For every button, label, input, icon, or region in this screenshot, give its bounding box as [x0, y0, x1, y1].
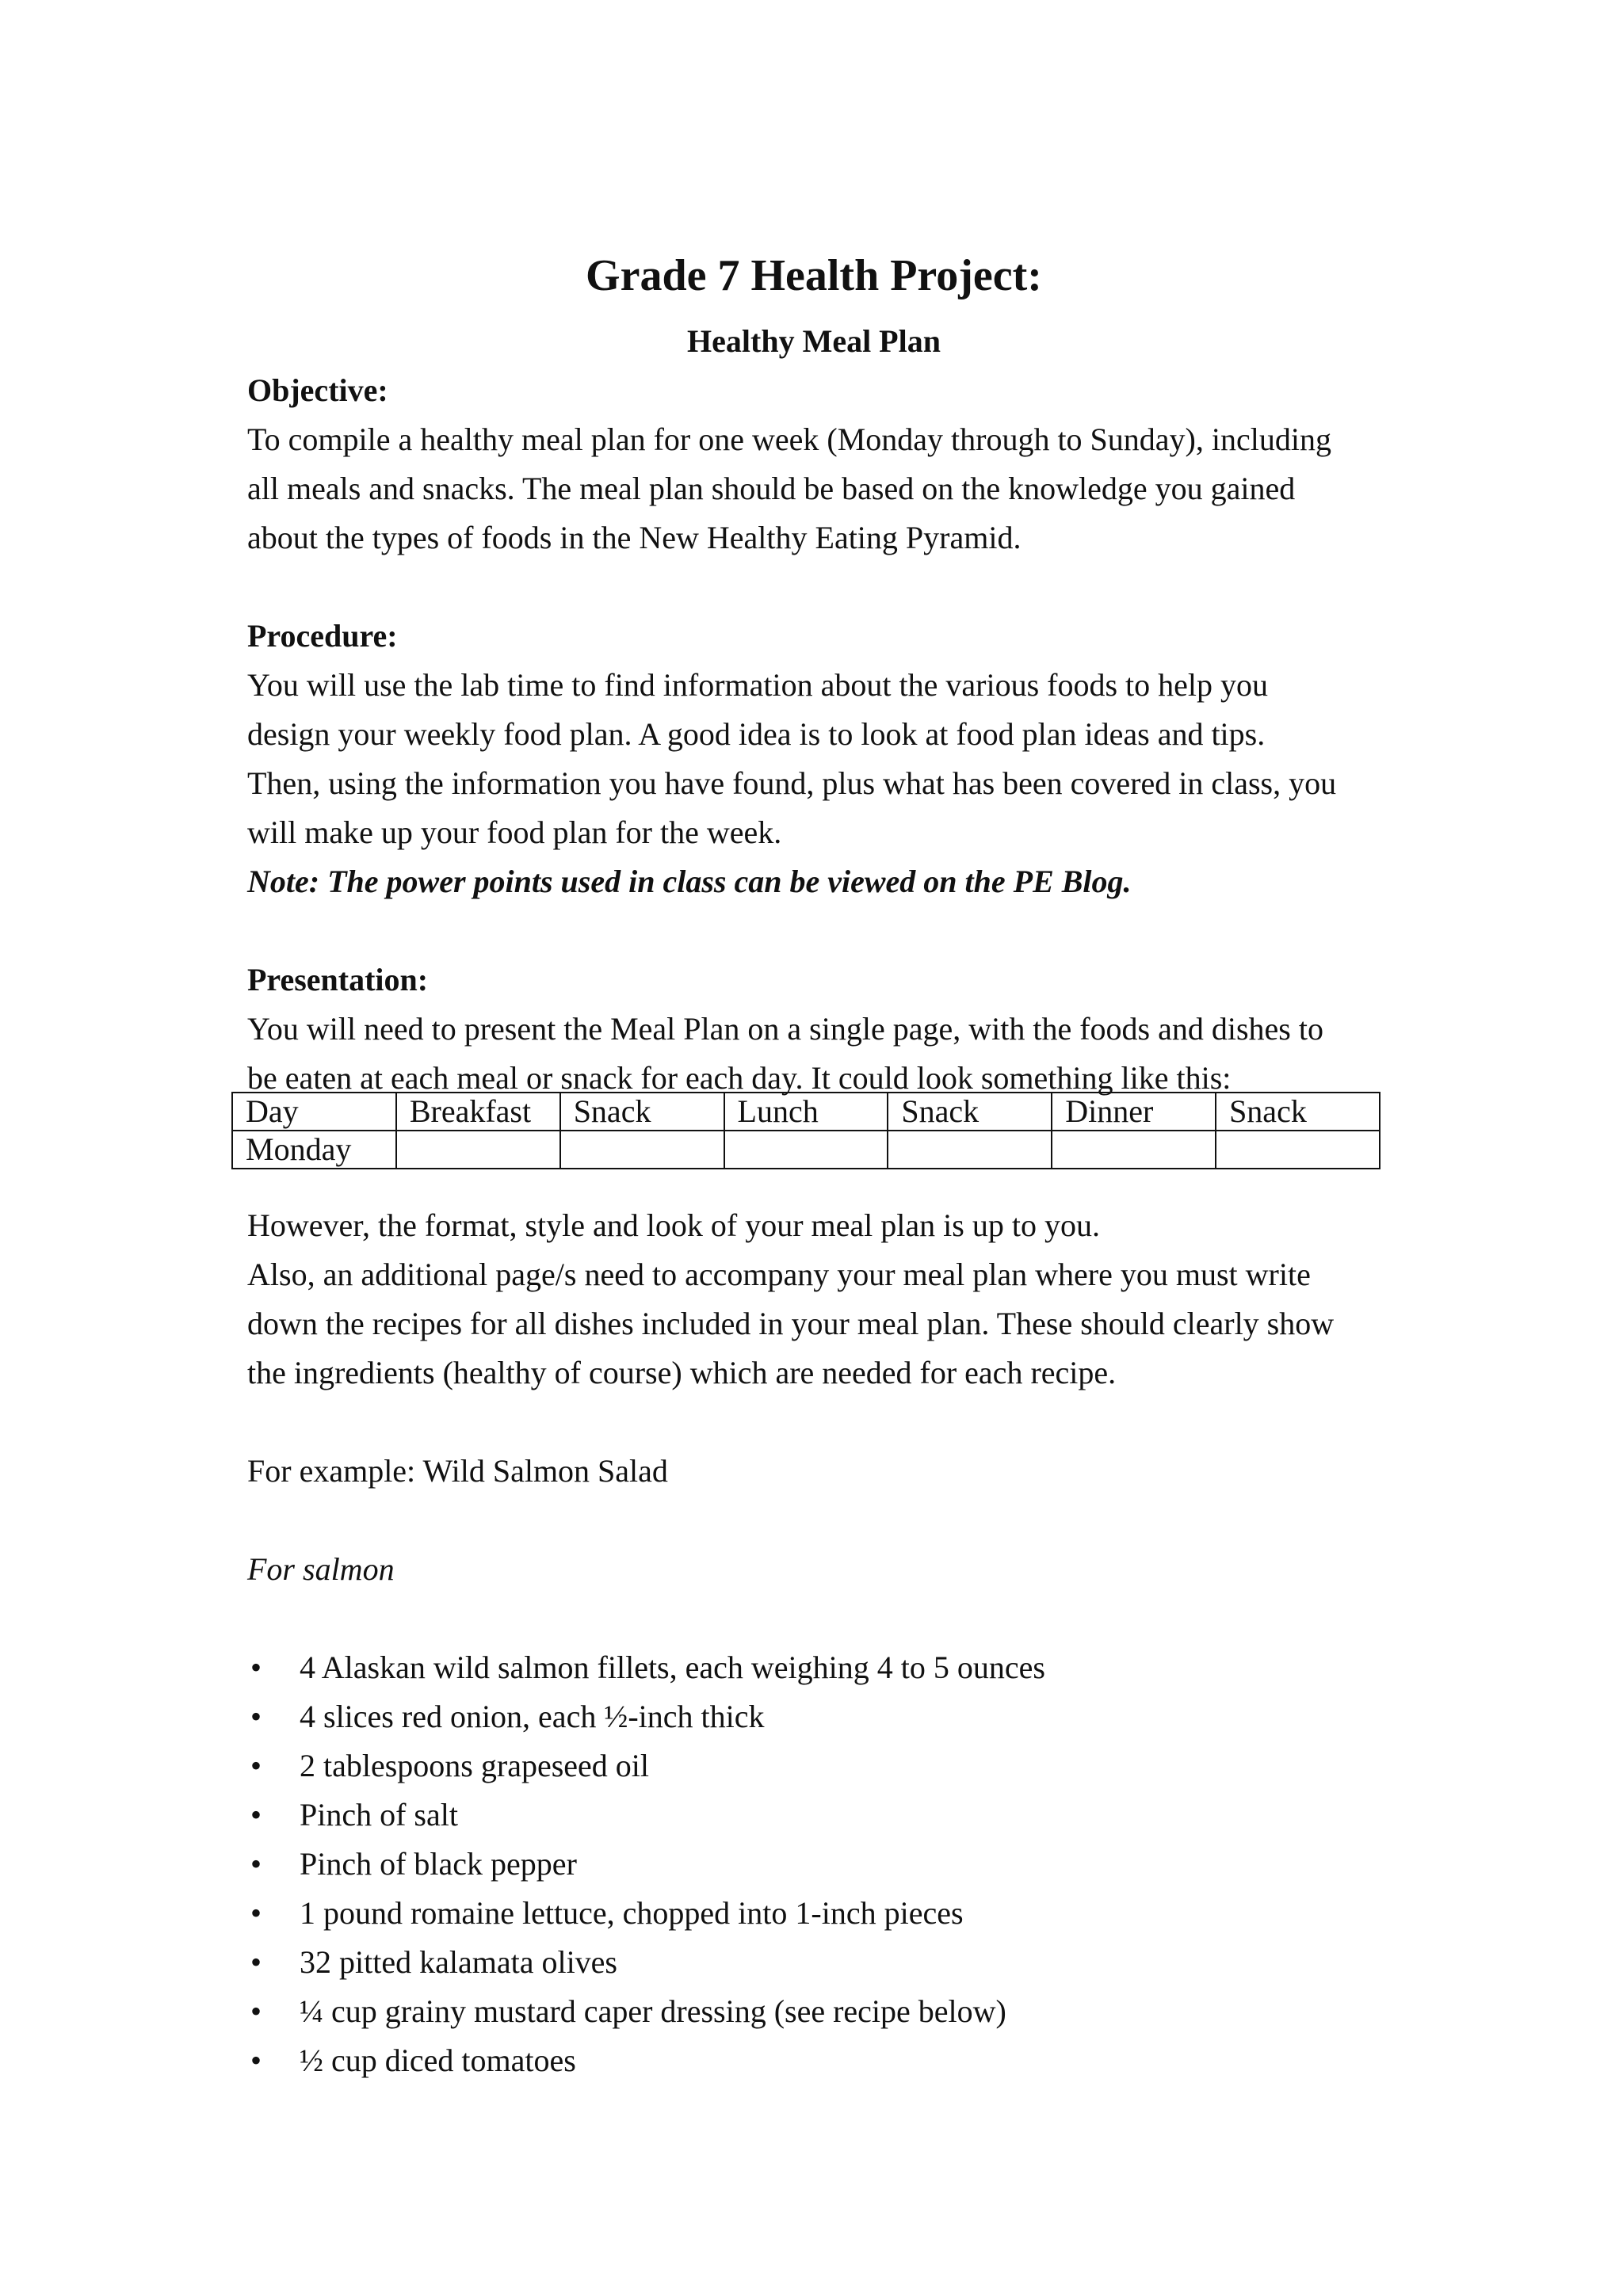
procedure-section — [247, 612, 1381, 906]
format-section — [247, 1201, 1381, 1398]
procedure-line: You will use the lab time to find information about the various foods to help you — [247, 667, 1269, 703]
format-line: down the recipes for all dishes included in your meal plan. These should clearly show — [247, 1306, 1335, 1341]
table-cell — [396, 1131, 560, 1169]
objective-heading: Objective: — [247, 372, 388, 408]
ingredient-list — [247, 1643, 1381, 2085]
spacer — [247, 1496, 1381, 1545]
list-item: • 2 tablespoons grapeseed oil — [247, 1741, 1381, 1791]
recipe-subheading: For salmon — [247, 1551, 395, 1587]
table-header-cell: Day — [232, 1093, 396, 1131]
procedure-line: Then, using the information you have found, plus what has been covered in class, you — [247, 765, 1337, 801]
table-header-cell: Snack — [1216, 1093, 1380, 1131]
table-row — [232, 1131, 1380, 1169]
table-cell — [888, 1131, 1052, 1169]
spacer — [247, 1169, 1381, 1201]
list-item: • 4 Alaskan wild salmon fillets, each weighing 4 to 5 ounces — [247, 1643, 1381, 1692]
objective-line: all meals and snacks. The meal plan should be based on the knowledge you gained — [247, 471, 1296, 506]
format-line: the ingredients (healthy of course) which are needed for each recipe. — [247, 1355, 1117, 1390]
list-item: • ½ cup diced tomatoes — [247, 2036, 1381, 2085]
spacer — [247, 1398, 1381, 1447]
table-header-cell: Lunch — [724, 1093, 888, 1131]
table-cell — [1216, 1131, 1380, 1169]
table-cell — [724, 1131, 888, 1169]
table-header-cell: Snack — [560, 1093, 724, 1131]
objective-line: about the types of foods in the New Healthy Eating Pyramid. — [247, 520, 1022, 555]
spacer — [247, 1594, 1381, 1643]
spacer — [247, 906, 1381, 955]
procedure-line: design your weekly food plan. A good idea is to look at food plan ideas and tips. — [247, 716, 1266, 752]
procedure-note: Note: The power points used in class can be viewed on the PE Blog. — [247, 864, 1132, 899]
recipe-example: For example: Wild Salmon Salad — [247, 1453, 668, 1489]
table-cell — [560, 1131, 724, 1169]
table-cell — [1052, 1131, 1216, 1169]
procedure-line: will make up your food plan for the week. — [247, 814, 782, 850]
list-item: • Pinch of black pepper — [247, 1840, 1381, 1889]
list-item: • Pinch of salt — [247, 1791, 1381, 1840]
page-title: Grade 7 Health Project: — [586, 251, 1042, 300]
list-item: • 32 pitted kalamata olives — [247, 1938, 1381, 1987]
meal-plan-table — [231, 1092, 1381, 1169]
format-line: Also, an additional page/s need to accompany your meal plan where you must write — [247, 1257, 1311, 1292]
objective-line: To compile a healthy meal plan for one week (Monday through to Sunday), including — [247, 421, 1331, 457]
format-line: However, the format, style and look of your meal plan is up to you. — [247, 1207, 1100, 1243]
table-header-row — [232, 1093, 1380, 1131]
table-header-cell: Snack — [888, 1093, 1052, 1131]
document-body — [247, 238, 1381, 2085]
list-item: • 4 slices red onion, each ½-inch thick — [247, 1692, 1381, 1741]
presentation-line: be eaten at each meal or snack for each day. It could look something like this: — [247, 1060, 1232, 1096]
presentation-line: You will need to present the Meal Plan on a single page, with the foods and dishes to — [247, 1011, 1323, 1047]
table-header-cell: Dinner — [1052, 1093, 1216, 1131]
list-item: • ¼ cup grainy mustard caper dressing (see recipe below) — [247, 1987, 1381, 2036]
presentation-heading: Presentation: — [247, 962, 429, 997]
table-cell: Monday — [232, 1131, 396, 1169]
presentation-section — [247, 955, 1381, 1103]
table-header-cell: Breakfast — [396, 1093, 560, 1131]
objective-section — [247, 366, 1381, 563]
list-item: • 1 pound romaine lettuce, chopped into 1-inch pieces — [247, 1889, 1381, 1938]
procedure-heading: Procedure: — [247, 618, 398, 654]
spacer — [247, 563, 1381, 612]
page-subtitle: Healthy Meal Plan — [687, 323, 941, 359]
